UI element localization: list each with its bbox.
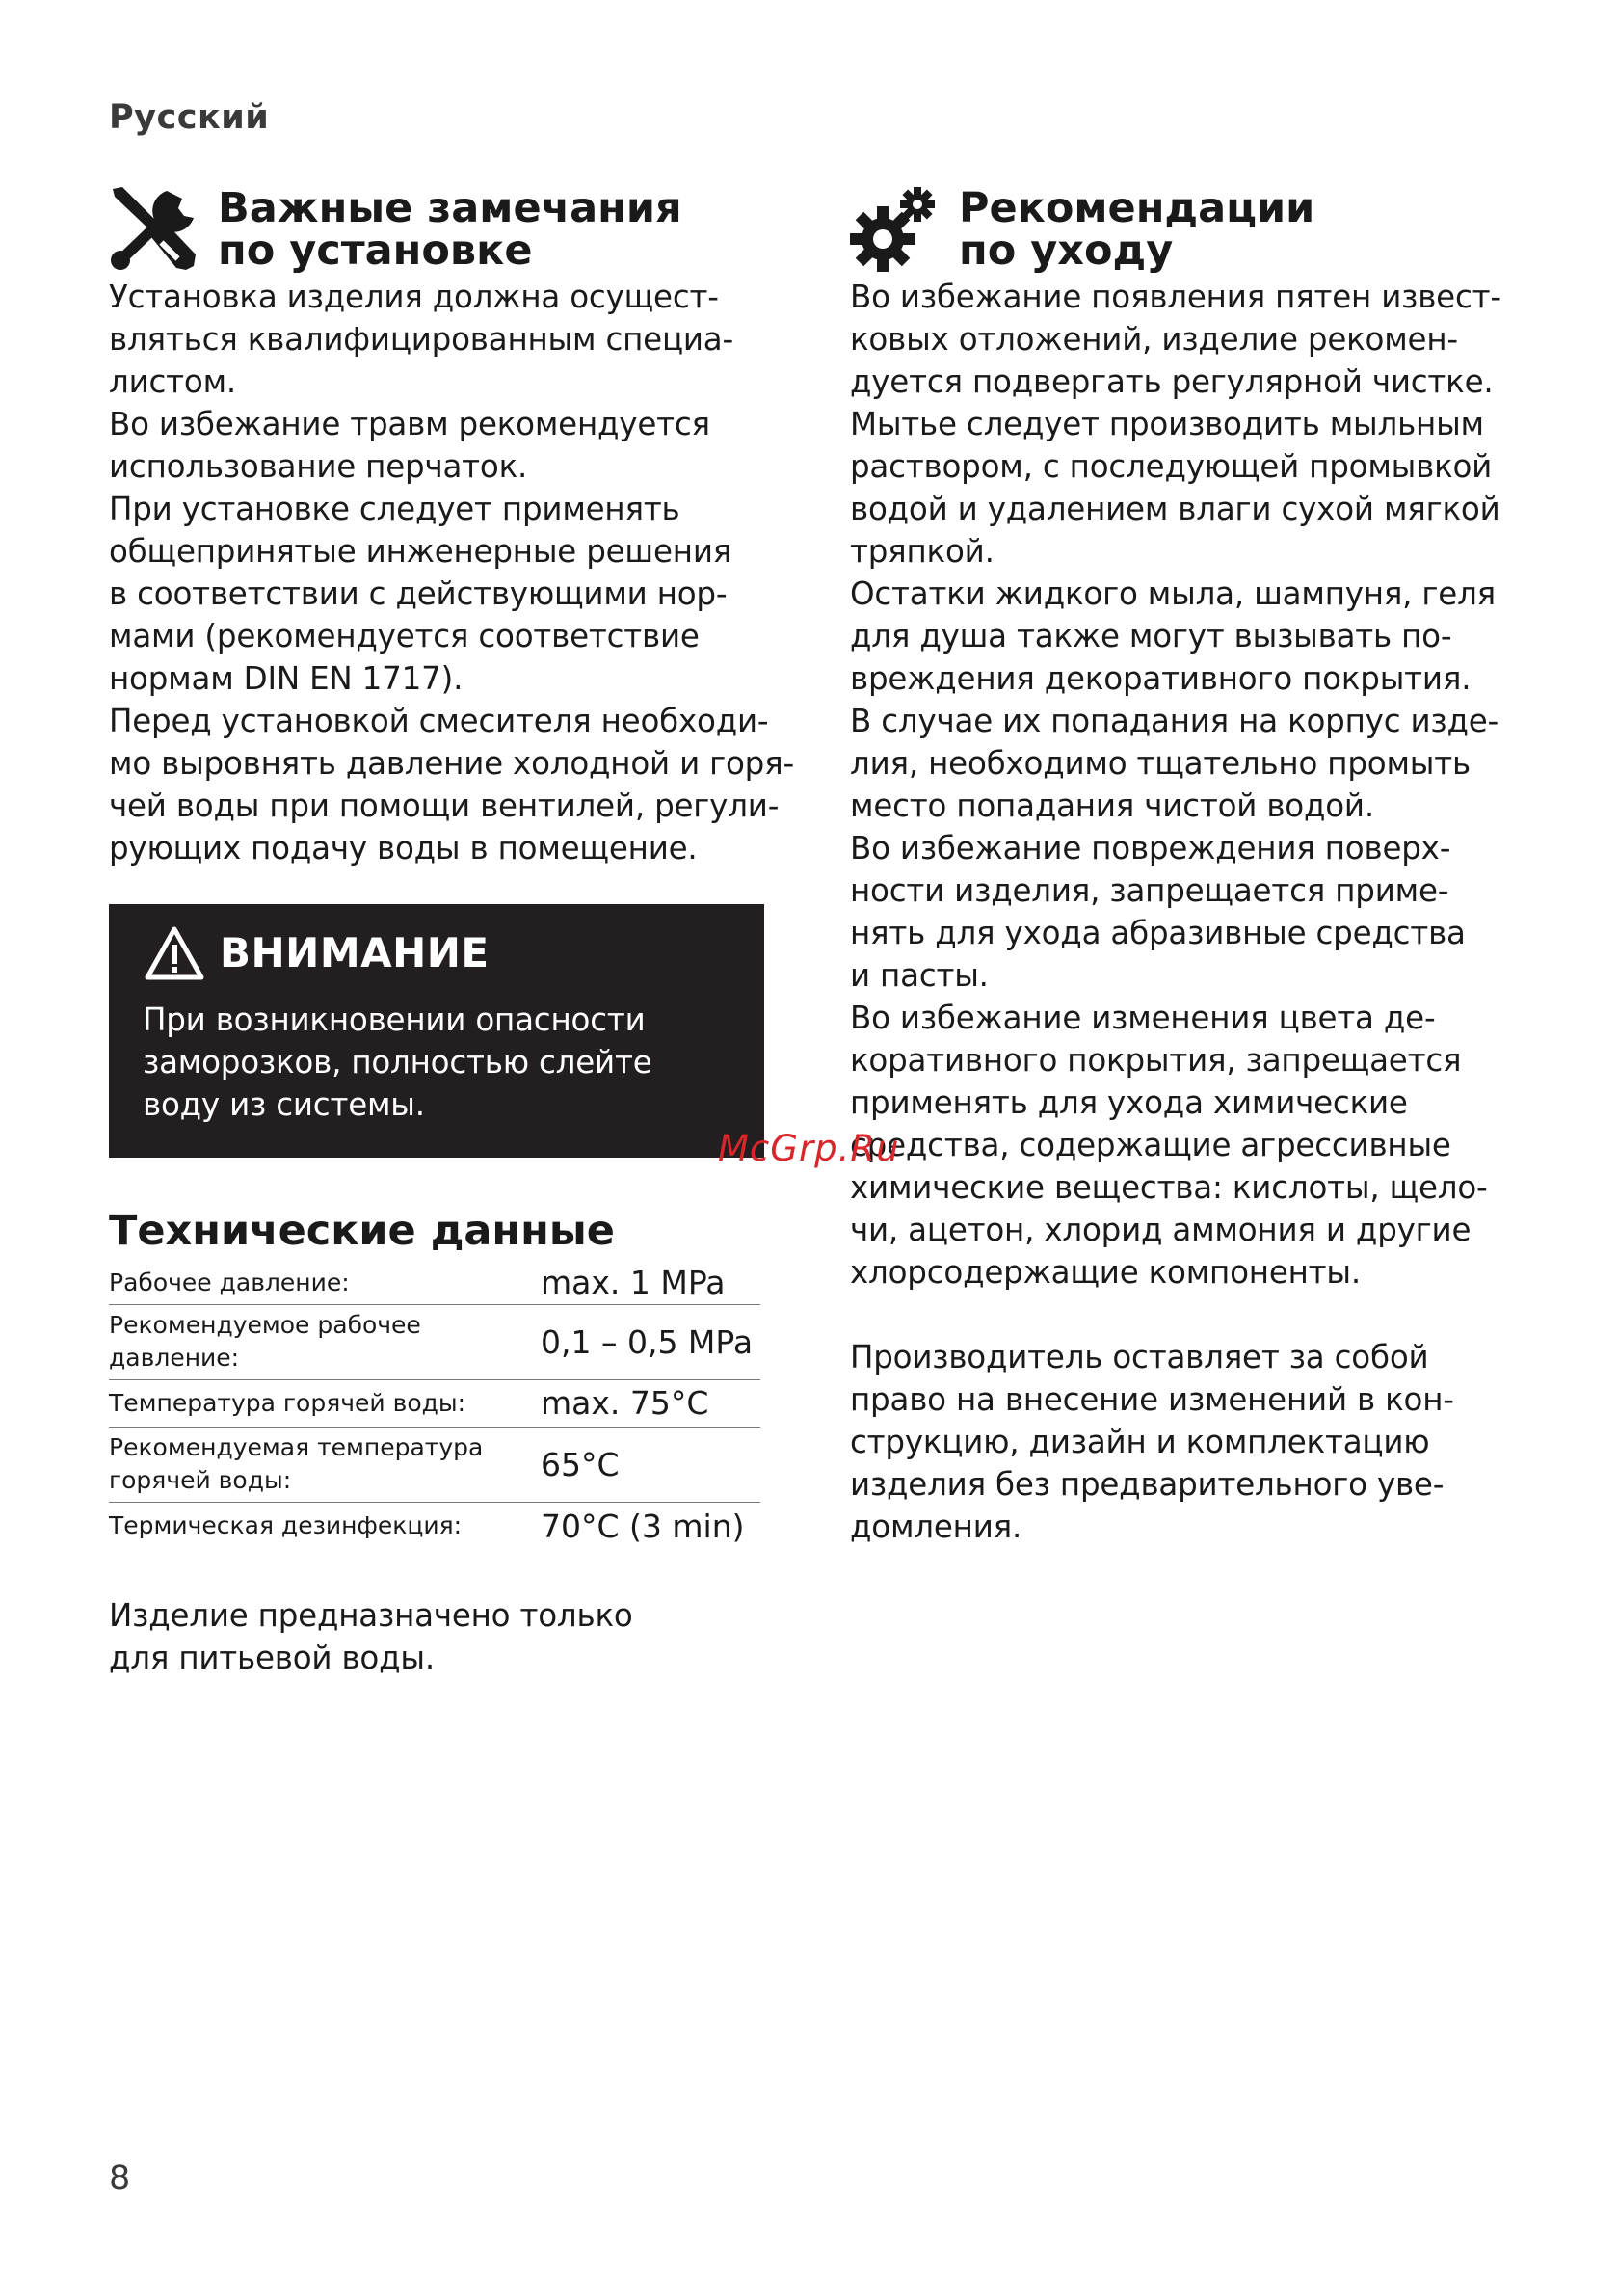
care-header <box>850 183 1525 276</box>
warning-box <box>109 904 764 1158</box>
warning-title: ВНИМАНИЕ <box>220 929 490 976</box>
tech-label: Температура горячей воды: <box>109 1379 541 1427</box>
install-section <box>109 183 794 869</box>
table-row <box>109 1427 760 1502</box>
tech-value: 70°C (3 min) <box>541 1507 745 1545</box>
care-section <box>850 183 1525 1548</box>
watermark: McGrp.Ru <box>718 1128 900 1169</box>
tech-label: Рекомендуемое рабочее давление: <box>109 1304 541 1379</box>
table-row <box>109 1502 760 1550</box>
install-title: Важные замечания по установке <box>218 184 682 275</box>
tech-value: 0,1 – 0,5 MPa <box>541 1304 760 1379</box>
table-row <box>109 1304 760 1379</box>
install-header <box>109 183 764 276</box>
table-row <box>109 1262 760 1304</box>
care-text: Во избежание появления пятен извест- ковых отложений, изделие рекомен- дуется подвергать регулярной чистке. Мытье следует производить мыльным раствором, с последующей промывкой водой и удалением влаги сухой мягкой тряпкой. Остатки жидкого мыла, шампуня, геля для душа также могут вызывать по- вреждения декоративного покрытия. В случае их попадания на корпус изде- лия, необходимо тщательно промыть место попадания чистой водой. Во избежание повреждения поверх- ности изделия, запрещается приме- нять для ухода абразивные средства и пасты. Во избежание изменения цвета де- коративного покрытия, запрещается применять для ухода химические средства, содержащие агрессивные химические вещества: кислоты, щело- чи, ацетон, хлорид аммония и другие хлорсодержащие компоненты. Производитель оставляет за собой право на внесение изменений в кон- струкцию, дизайн и комплектацию изделия без предварительного уве- домления. <box>850 279 1501 1545</box>
tech-value: max. 1 MPa <box>541 1262 760 1304</box>
tech-label: Термическая дезинфекция: <box>109 1511 463 1540</box>
install-text: Установка изделия должна осущест- вляться квалифицированным специа- листом. Во избежание травм рекомендуется использование перчаток. При установке следует применять общепринятые инженерные решения в соответствии с действующими нор- мами (рекомендуется соответствие нормам DIN EN 1717). Перед установкой смесителя необходи- мо выровнять давление холодной и горя- чей воды при помощи вентилей, регули- рующих подачу воды в помещение. <box>109 279 794 867</box>
page-number: 8 <box>109 2159 131 2198</box>
warning-text: При возникновении опасности заморозков, полностью слейте воду из системы. <box>143 1001 652 1123</box>
tech-label: Рабочее давление: <box>109 1262 541 1304</box>
tech-value: 65°C <box>541 1427 760 1502</box>
language-label: Русский <box>109 98 270 137</box>
tech-label: Рекомендуемая температура горячей воды: <box>109 1427 541 1502</box>
care-title: Рекомендации по уходу <box>959 184 1315 275</box>
tech-title: Технические данные <box>109 1207 615 1255</box>
warning-triangle-icon <box>144 925 205 981</box>
drinking-water-note: Изделие предназначено только для питьевой воды. <box>109 1597 633 1676</box>
tech-value: max. 75°C <box>541 1379 760 1427</box>
tools-icon <box>109 185 199 274</box>
tech-table <box>109 1262 760 1550</box>
table-row <box>109 1379 760 1427</box>
gears-icon <box>850 185 941 274</box>
